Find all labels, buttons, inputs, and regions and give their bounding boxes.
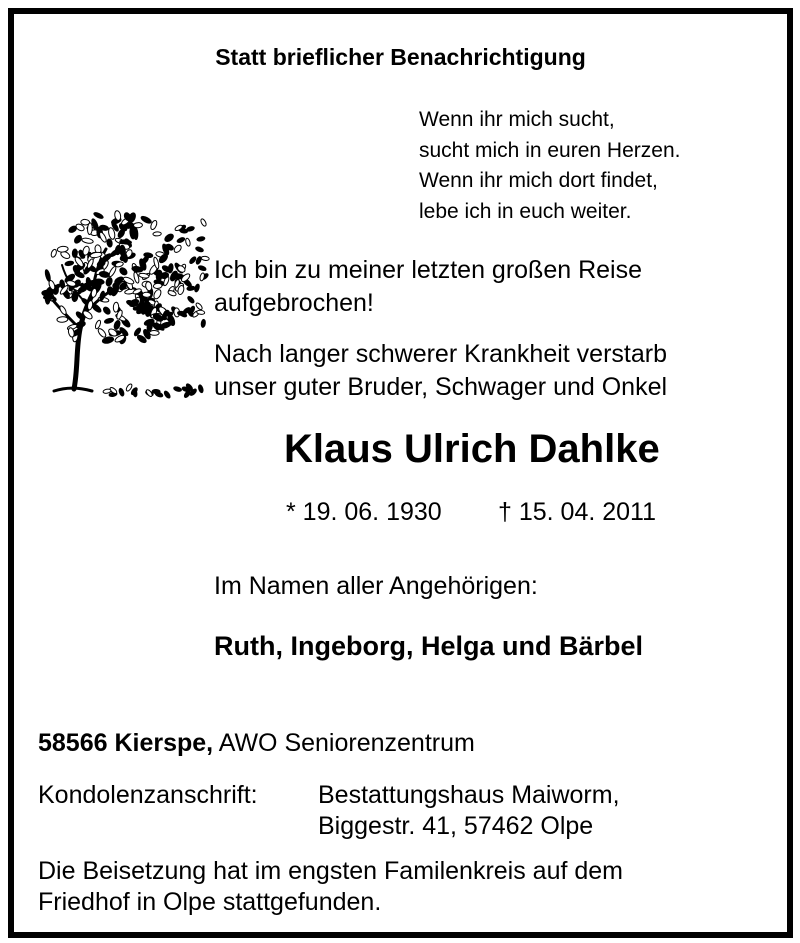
poem-line: lebe ich in euch weiter.	[419, 199, 632, 223]
obituary-notice	[8, 8, 793, 938]
leaf	[186, 226, 195, 232]
leaf	[185, 238, 191, 247]
death-date: † 15. 04. 2011	[498, 498, 657, 526]
leaf	[133, 222, 142, 227]
leaf	[194, 284, 200, 293]
leaf	[145, 389, 153, 398]
announcement-line: unser guter Bruder, Schwager und Onkel	[214, 373, 668, 401]
announcement-text	[214, 338, 667, 404]
place-line	[38, 728, 475, 759]
leaf	[105, 277, 113, 287]
burial-line: Die Beisetzung hat im engsten Familenkreis auf dem	[38, 857, 624, 885]
leaf	[65, 261, 74, 267]
poem-line: Wenn ihr mich dort findet,	[419, 169, 658, 192]
leaf	[173, 244, 183, 254]
leaf	[104, 318, 114, 325]
leaf	[72, 249, 77, 258]
leaf	[99, 271, 110, 278]
leaf	[195, 302, 203, 311]
leaf	[44, 269, 51, 281]
condolence-line: Biggestr. 41, 57462 Olpe	[318, 812, 594, 840]
condolence-line: Bestattungshaus Maiworm,	[318, 781, 620, 809]
deceased-name: Klaus Ulrich Dahlke	[284, 427, 660, 471]
burial-text	[38, 856, 623, 918]
leaf	[173, 386, 182, 392]
leaf	[198, 265, 207, 272]
leaf	[195, 256, 202, 265]
mourners-intro: Im Namen aller Angehörigen:	[214, 572, 538, 600]
leaf	[68, 225, 78, 234]
leaf	[187, 295, 195, 304]
poem-line: Wenn ihr mich sucht,	[419, 108, 615, 131]
leaf-cluster	[42, 210, 210, 399]
leaf	[120, 239, 132, 244]
leaf	[113, 302, 119, 312]
leaf	[163, 390, 171, 399]
intro-text	[214, 254, 642, 320]
burial-line: Friedhof in Olpe stattgefunden.	[38, 888, 382, 916]
leaf	[198, 384, 204, 393]
leaf	[93, 211, 104, 219]
place-rest: AWO Seniorenzentrum	[218, 729, 475, 757]
leaf	[155, 391, 164, 398]
leaf	[153, 283, 162, 289]
birth-date: * 19. 06. 1930	[286, 498, 442, 526]
poem	[419, 105, 680, 227]
notice-header: Statt brieflicher Benachrichtigung	[215, 44, 586, 70]
leaf	[102, 306, 111, 316]
leaf	[59, 305, 68, 316]
leaf	[176, 237, 185, 244]
leaf	[87, 223, 92, 235]
leaf	[118, 266, 128, 276]
announcement-line: Nach langer schwerer Krankheit verstarb	[214, 340, 667, 368]
leaf	[196, 310, 204, 315]
leaf	[81, 237, 93, 244]
leaf	[111, 284, 120, 297]
leaf	[197, 236, 206, 242]
leaf	[97, 327, 107, 338]
leaf	[164, 233, 175, 243]
leaf	[153, 232, 162, 236]
leaf	[43, 295, 54, 299]
leaf	[199, 273, 205, 282]
condolence-label: Kondolenzanschrift:	[38, 781, 258, 809]
leaf	[57, 246, 68, 253]
leaf	[50, 249, 57, 258]
leaf	[195, 246, 204, 253]
condolence-address	[318, 780, 620, 842]
leaf	[167, 263, 173, 273]
leaf	[201, 319, 206, 327]
leaf	[94, 320, 101, 330]
place-bold: 58566 Kierspe,	[38, 729, 214, 757]
leaf	[106, 239, 112, 248]
leaf	[145, 281, 153, 291]
mourners-names: Ruth, Ingeborg, Helga und Bärbel	[214, 631, 644, 661]
intro-line: Ich bin zu meiner letzten großen Reise	[214, 256, 642, 284]
leaf	[200, 218, 207, 227]
intro-line: aufgebrochen!	[214, 289, 374, 317]
leaf	[201, 256, 209, 261]
leaf	[118, 388, 125, 397]
poem-line: sucht mich in euren Herzen.	[419, 138, 681, 162]
tree-with-falling-leaves-icon	[26, 199, 211, 399]
leaf	[57, 316, 68, 322]
